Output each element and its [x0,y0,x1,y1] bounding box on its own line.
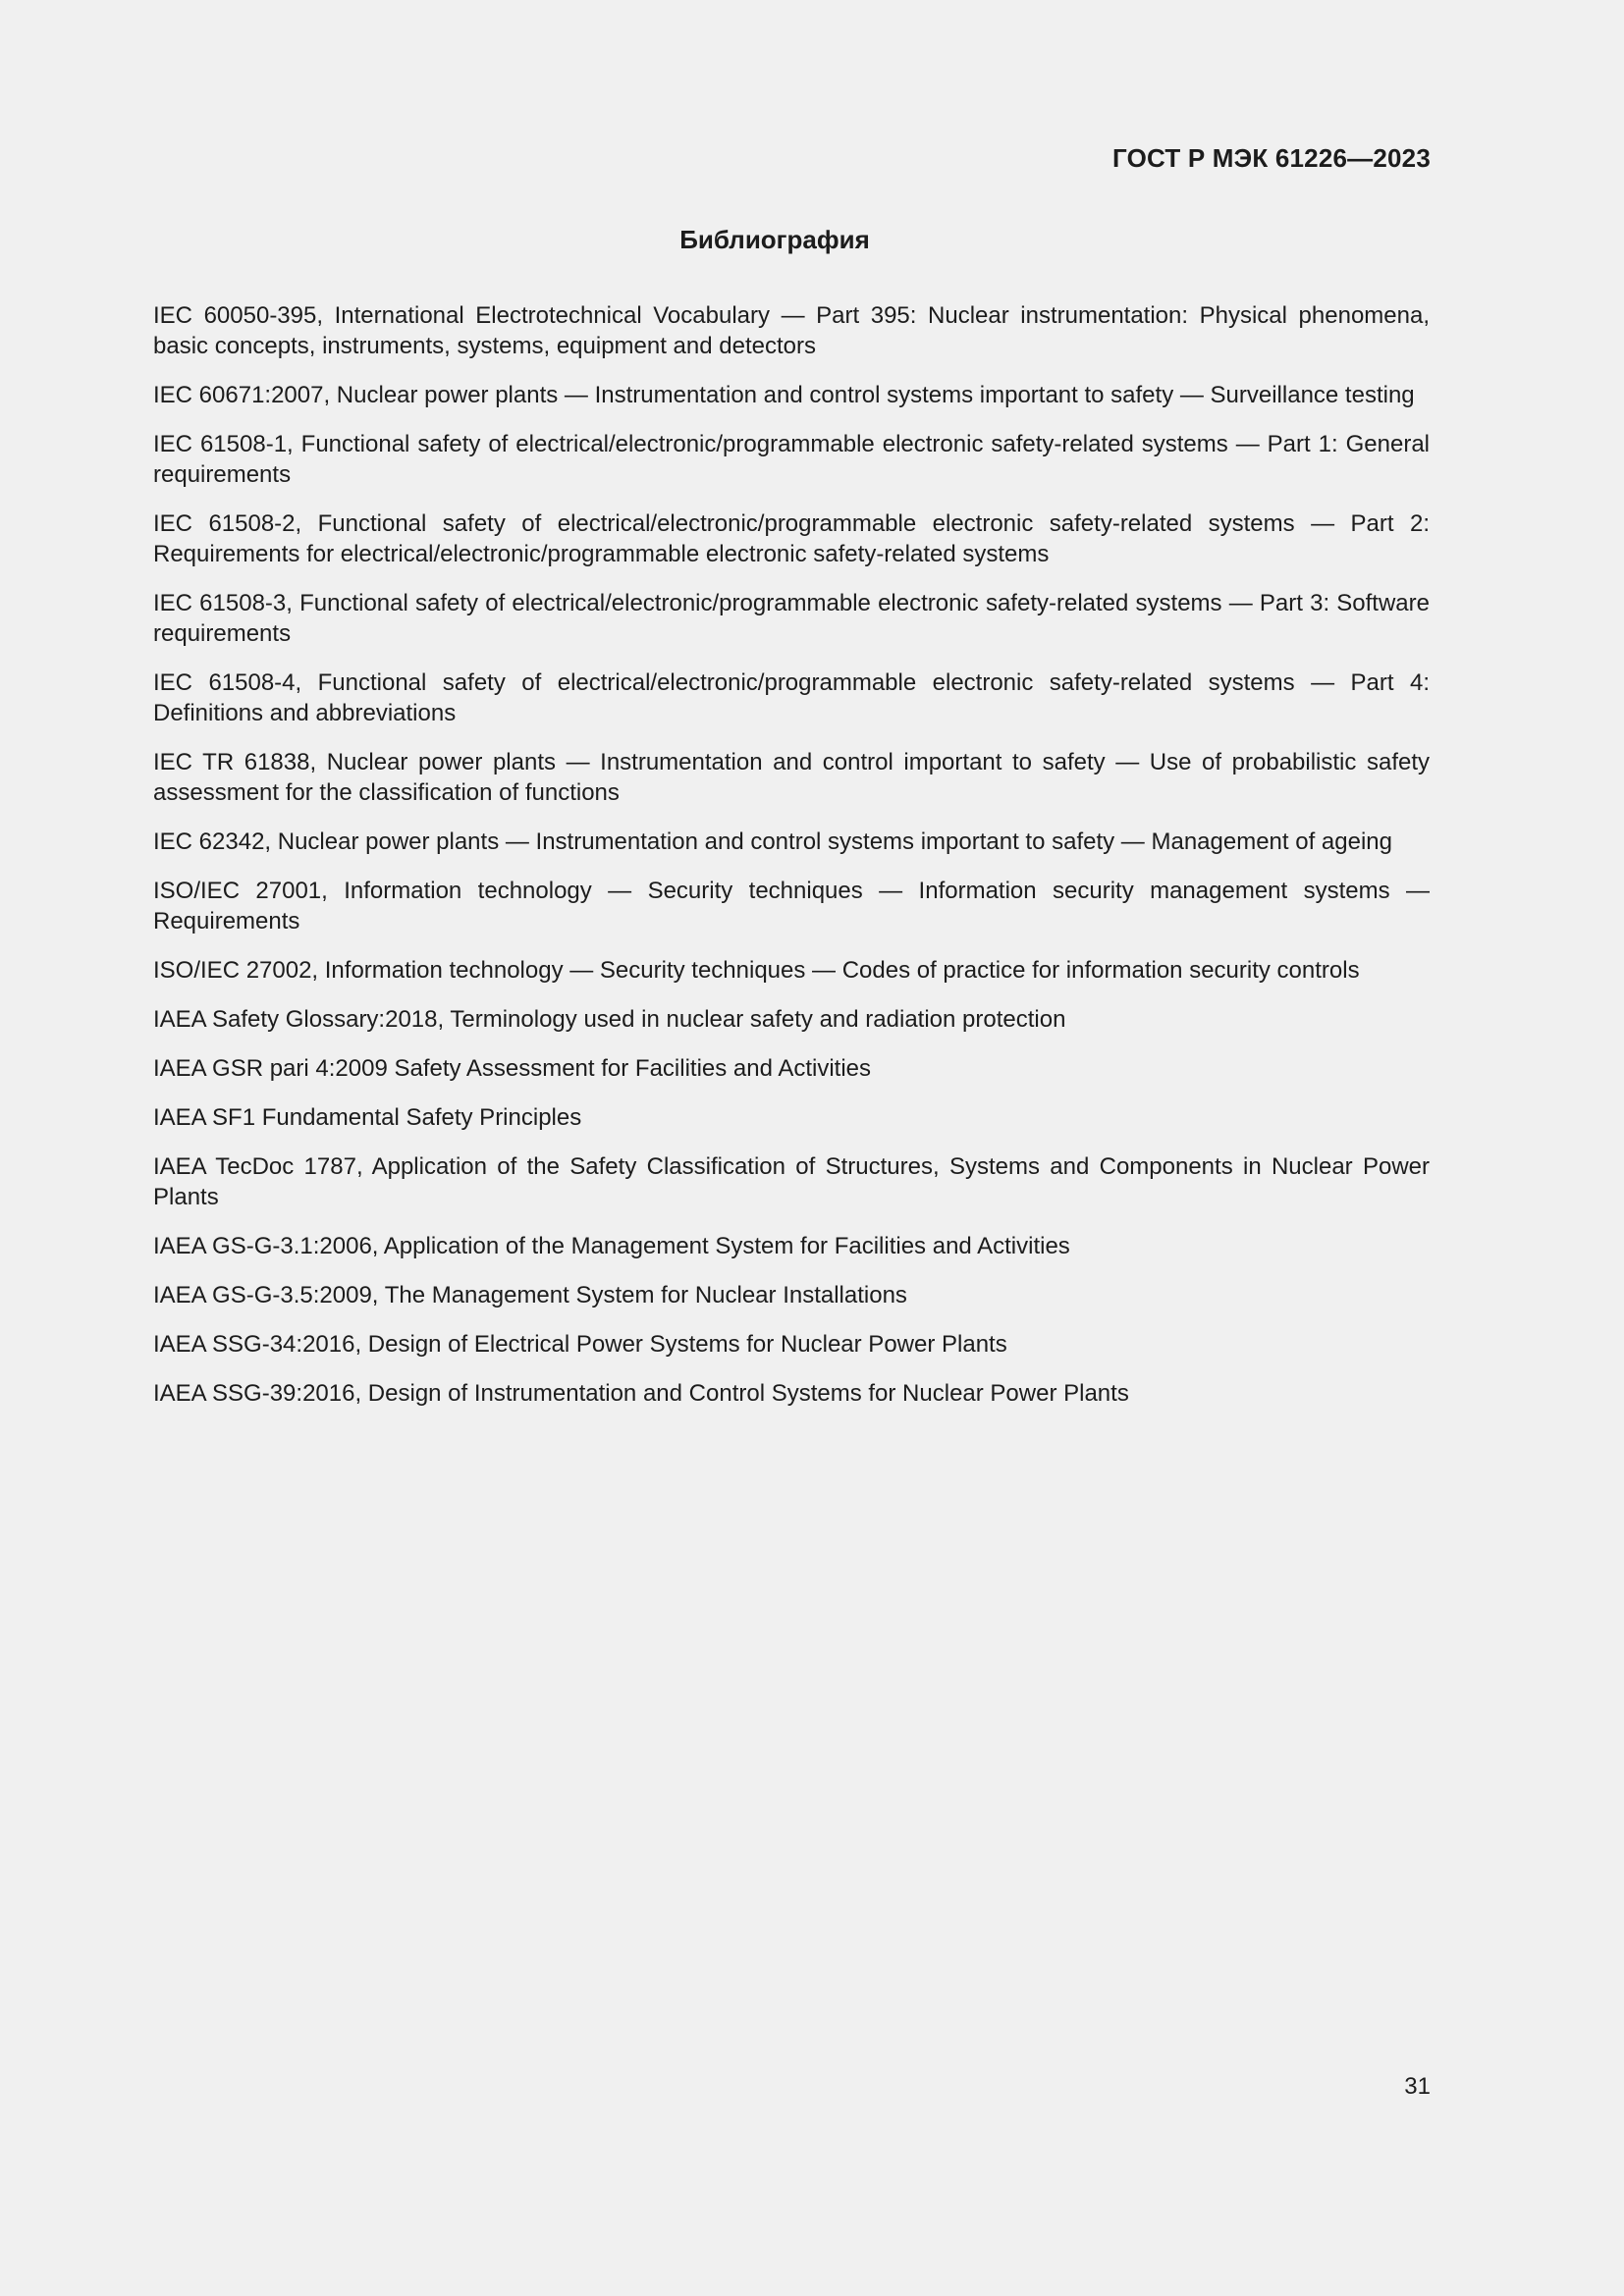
bibliography-entry: IAEA Safety Glossary:2018, Terminology used in nuclear safety and radiation protection [153,1006,1066,1033]
bibliography-entry: IAEA GS-G-3.1:2006, Application of the Management System for Facilities and Activities [153,1233,1070,1259]
bibliography-entry: ISO/IEC 27001, Information technology — Security techniques — Information security management systems — Requirements [153,878,1430,934]
bibliography-entry: IEC 61508-4, Functional safety of electrical/electronic/programmable electronic safety-related systems — Part 4: Definitions and abbreviations [153,669,1430,726]
bibliography-entry: IEC 61508-2, Functional safety of electrical/electronic/programmable electronic safety-related systems — Part 2: Requirements for electrical/electronic/programmable electronic safety-related systems [153,510,1430,567]
bibliography-entry: IEC 62342, Nuclear power plants — Instrumentation and control systems important to safety — Management of ageing [153,828,1392,855]
bibliography-entry: IAEA GSR pari 4:2009 Safety Assessment for Facilities and Activities [153,1055,872,1082]
bibliography-entry: IEC TR 61838, Nuclear power plants — Instrumentation and control important to safety — Use of probabilistic safety assessment for the classification of functions [153,749,1430,806]
bibliography-entry: IAEA TecDoc 1787, Application of the Safety Classification of Structures, Systems and Components in Nuclear Power Plants [153,1153,1430,1210]
bibliography-entry: IAEA SSG-39:2016, Design of Instrumentation and Control Systems for Nuclear Power Plants [153,1380,1129,1407]
standard-code-header: ГОСТ Р МЭК 61226—2023 [1111,143,1431,173]
bibliography-entry: IAEA GS-G-3.5:2009, The Management System for Nuclear Installations [153,1282,907,1308]
bibliography-entry: IEC 60671:2007, Nuclear power plants — Instrumentation and control systems important to safety — Surveillance testing [153,382,1415,408]
bibliography-entry: IAEA SSG-34:2016, Design of Electrical Power Systems for Nuclear Power Plants [153,1331,1007,1358]
bibliography-entry: IEC 60050-395, International Electrotechnical Vocabulary — Part 395: Nuclear instrumentation: Physical phenomena, basic concepts, instruments, systems, equipment and detectors [153,302,1430,359]
bibliography-list [153,300,1430,1427]
bibliography-entry: IEC 61508-3, Functional safety of electrical/electronic/programmable electronic safety-related systems — Part 3: Software requirements [153,590,1430,647]
page-number: 31 [1404,2073,1431,2100]
bibliography-entry: IEC 61508-1, Functional safety of electrical/electronic/programmable electronic safety-related systems — Part 1: General requirements [153,431,1430,488]
bibliography-entry: ISO/IEC 27002, Information technology — Security techniques — Codes of practice for information security controls [153,957,1360,984]
bibliography-entry: IAEA SF1 Fundamental Safety Principles [153,1104,582,1131]
section-title: Библиография [679,225,870,254]
